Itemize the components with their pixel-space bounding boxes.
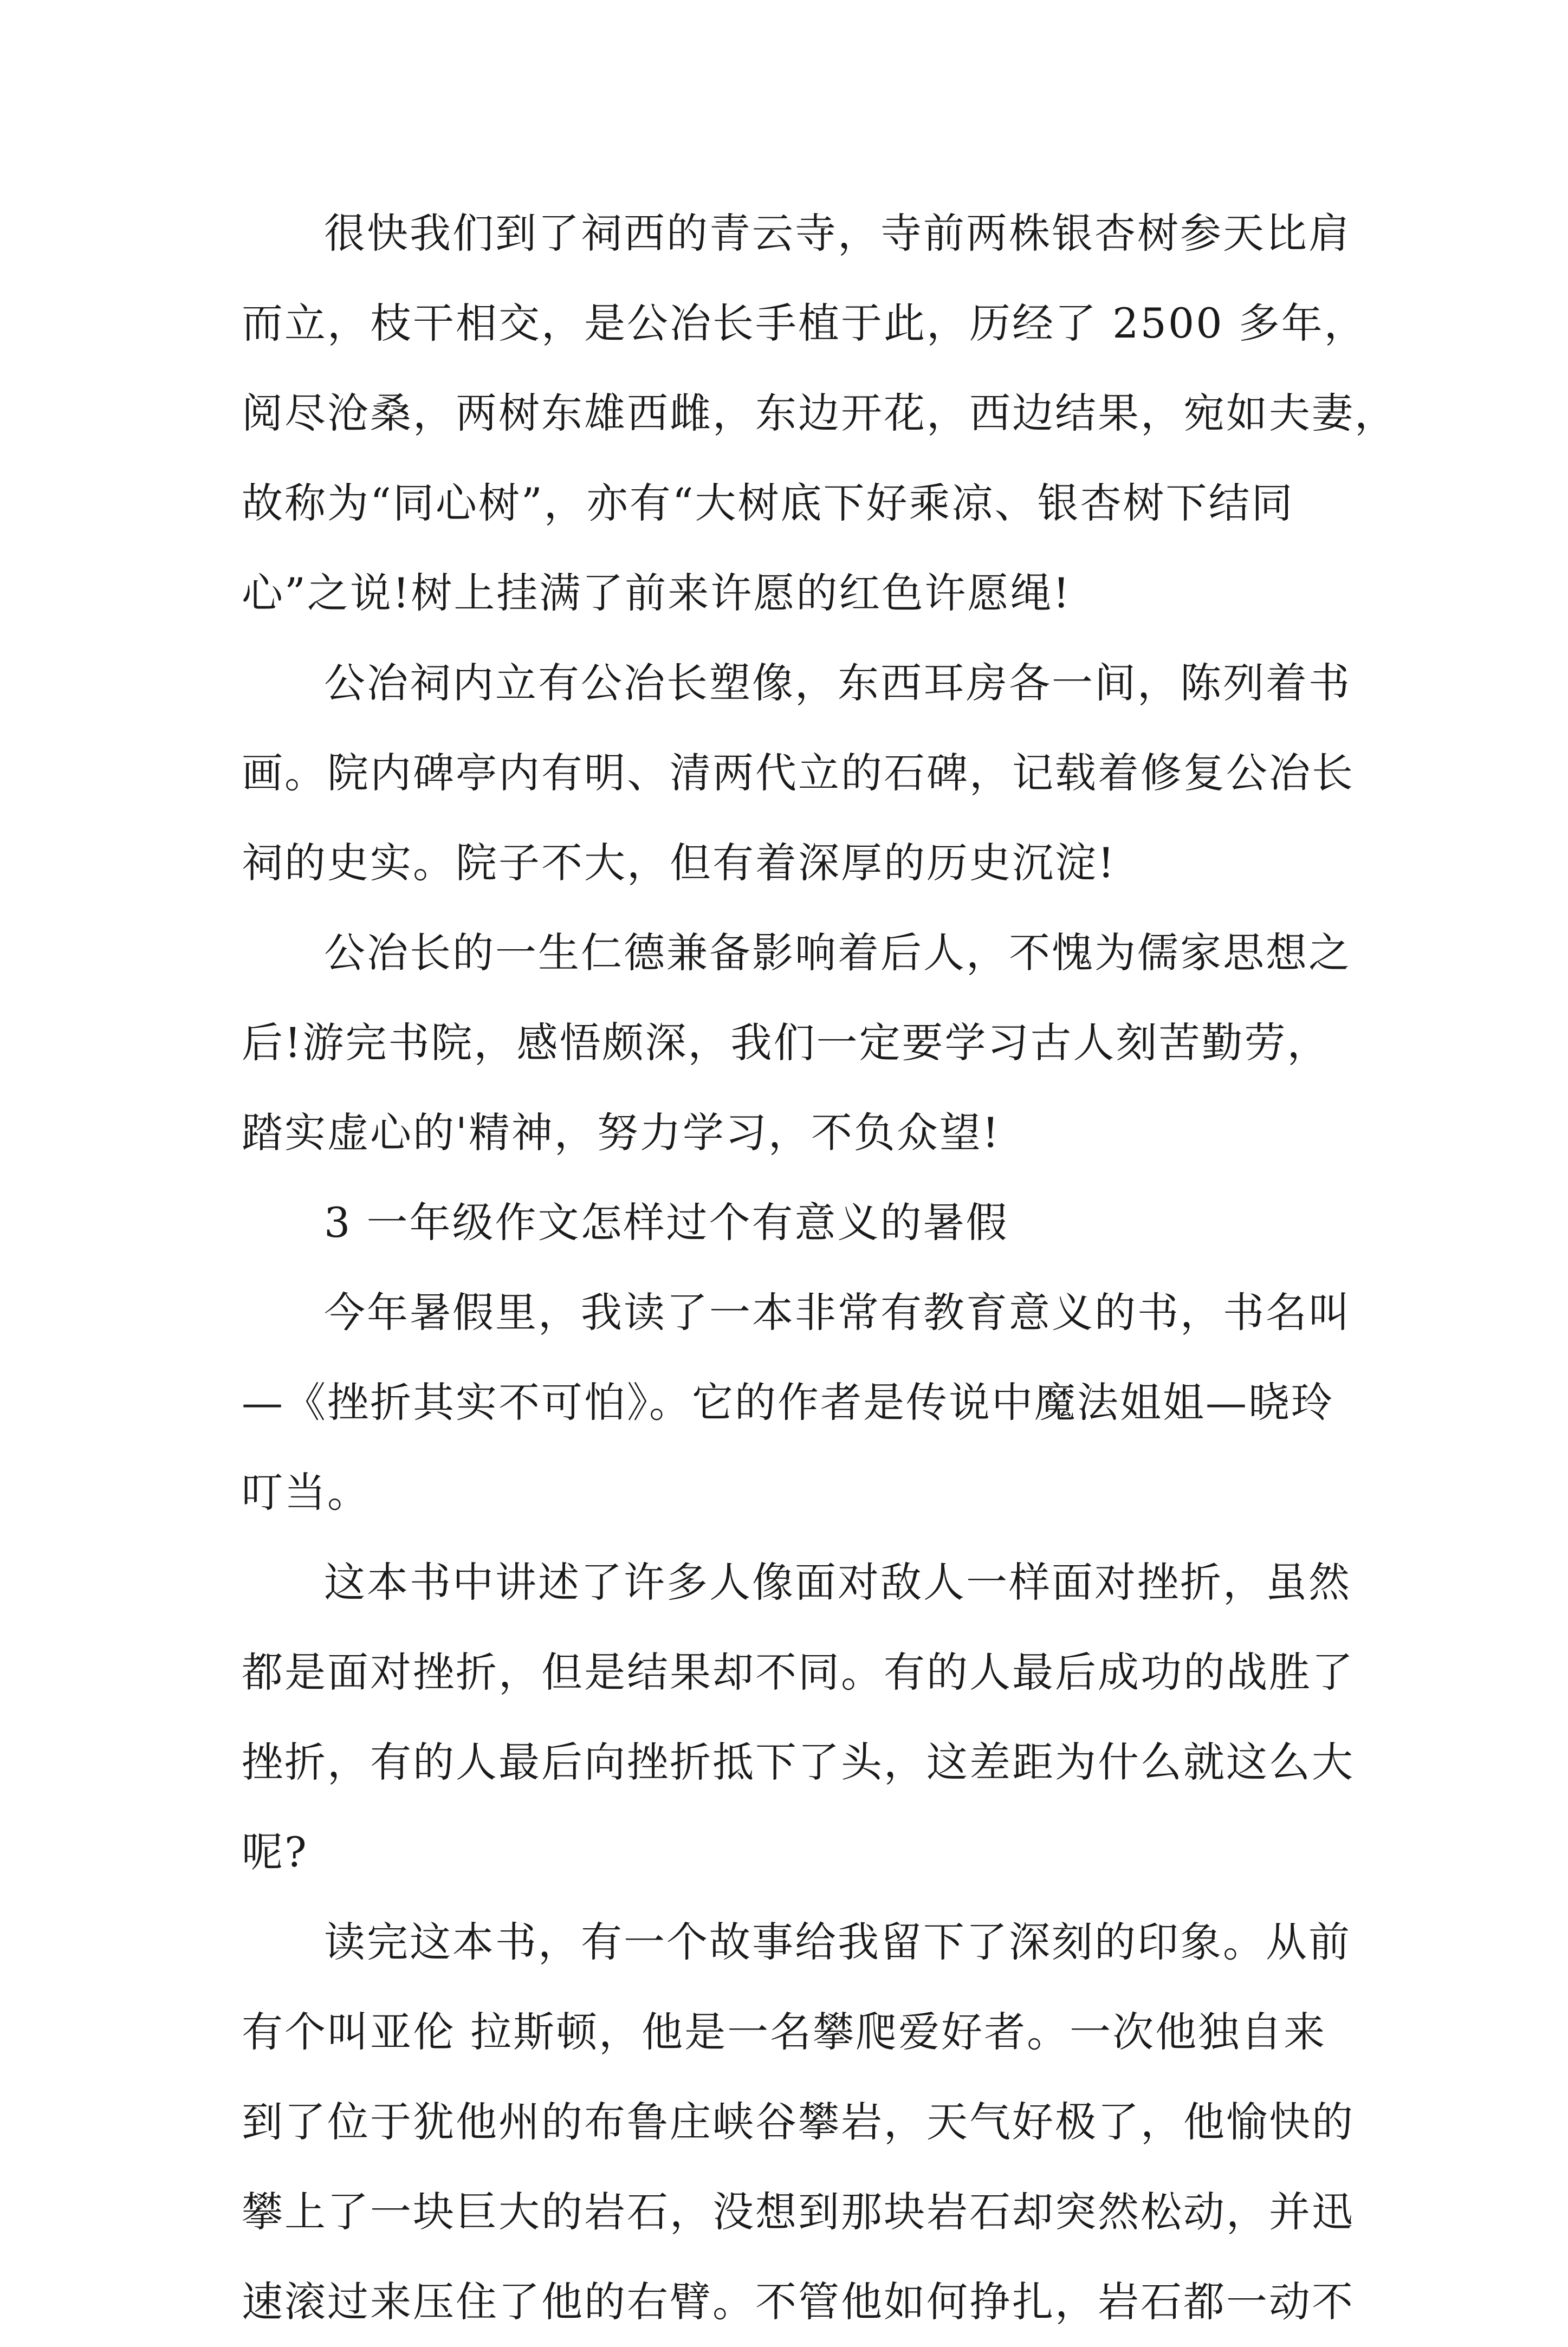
text-line: 呢? (242, 1828, 308, 1876)
paragraph-book-content (242, 1538, 1355, 1897)
paragraph-gongye-shrine (242, 638, 1355, 908)
text-line: 叮当。 (242, 1468, 370, 1516)
text-line: 后!游完书院，感悟颇深，我们一定要学习古人刻苦勤劳， (242, 1019, 1330, 1067)
paragraph-aron-ralston-story (242, 1897, 1355, 2347)
paragraph-gongye-virtue (242, 908, 1351, 1178)
text-line: 有个叫亚伦 拉斯顿，他是一名攀爬爱好者。一次他独自来 (242, 2008, 1327, 2056)
paragraph-qingyun-temple (242, 189, 1397, 638)
document-body (242, 189, 1397, 2347)
text-line: 这本书中讲述了许多人像面对敌人一样面对挫折，虽然 (324, 1558, 1351, 1606)
text-line: 今年暑假里，我读了一本非常有教育意义的书，书名叫 (324, 1288, 1351, 1337)
section-heading (242, 1178, 1347, 1268)
paragraph-summer-reading (242, 1268, 1351, 1538)
text-line: 攀上了一块巨大的岩石，没想到那块岩石却突然松动，并迅 (242, 2188, 1355, 2236)
text-line: 速滚过来压住了他的右臂。不管他如何挣扎，岩石都一动不 (242, 2278, 1355, 2326)
text-line: 心”之说!树上挂满了前来许愿的红色许愿绳! (242, 569, 1071, 617)
text-line: 公冶长的一生仁德兼备影响着后人，不愧为儒家思想之 (324, 929, 1351, 977)
heading-line: 3 一年级作文怎样过个有意义的暑假 (324, 1198, 1009, 1247)
text-line: 读完这本书，有一个故事给我留下了深刻的印象。从前 (324, 1918, 1351, 1966)
text-line: 很快我们到了祠西的青云寺，寺前两株银杏树参天比肩 (324, 209, 1351, 257)
text-line: 挫折，有的人最后向挫折抵下了头，这差距为什么就这么大 (242, 1738, 1355, 1786)
text-line: —《挫折其实不可怕》。它的作者是传说中魔法姐姐—晓玲 (242, 1378, 1334, 1427)
text-line: 画。院内碑亭内有明、清两代立的石碑，记载着修复公冶长 (242, 749, 1355, 797)
text-line: 阅尽沧桑，两树东雄西雌，东边开花，西边结果，宛如夫妻， (242, 389, 1397, 437)
text-line: 祠的史实。院子不大，但有着深厚的历史沉淀! (242, 839, 1116, 887)
text-line: 都是面对挫折，但是结果却不同。有的人最后成功的战胜了 (242, 1648, 1355, 1696)
text-line: 公冶祠内立有公冶长塑像，东西耳房各一间，陈列着书 (324, 659, 1351, 707)
text-line: 到了位于犹他州的布鲁庄峡谷攀岩，天气好极了，他愉快的 (242, 2098, 1355, 2146)
text-line: 故称为“同心树”，亦有“大树底下好乘凉、银杏树下结同 (242, 479, 1294, 527)
text-line: 踏实虚心的'精神，努力学习，不负众望! (242, 1108, 1001, 1157)
text-line: 而立，枝干相交，是公冶长手植于此，历经了 2500 多年， (242, 299, 1367, 347)
